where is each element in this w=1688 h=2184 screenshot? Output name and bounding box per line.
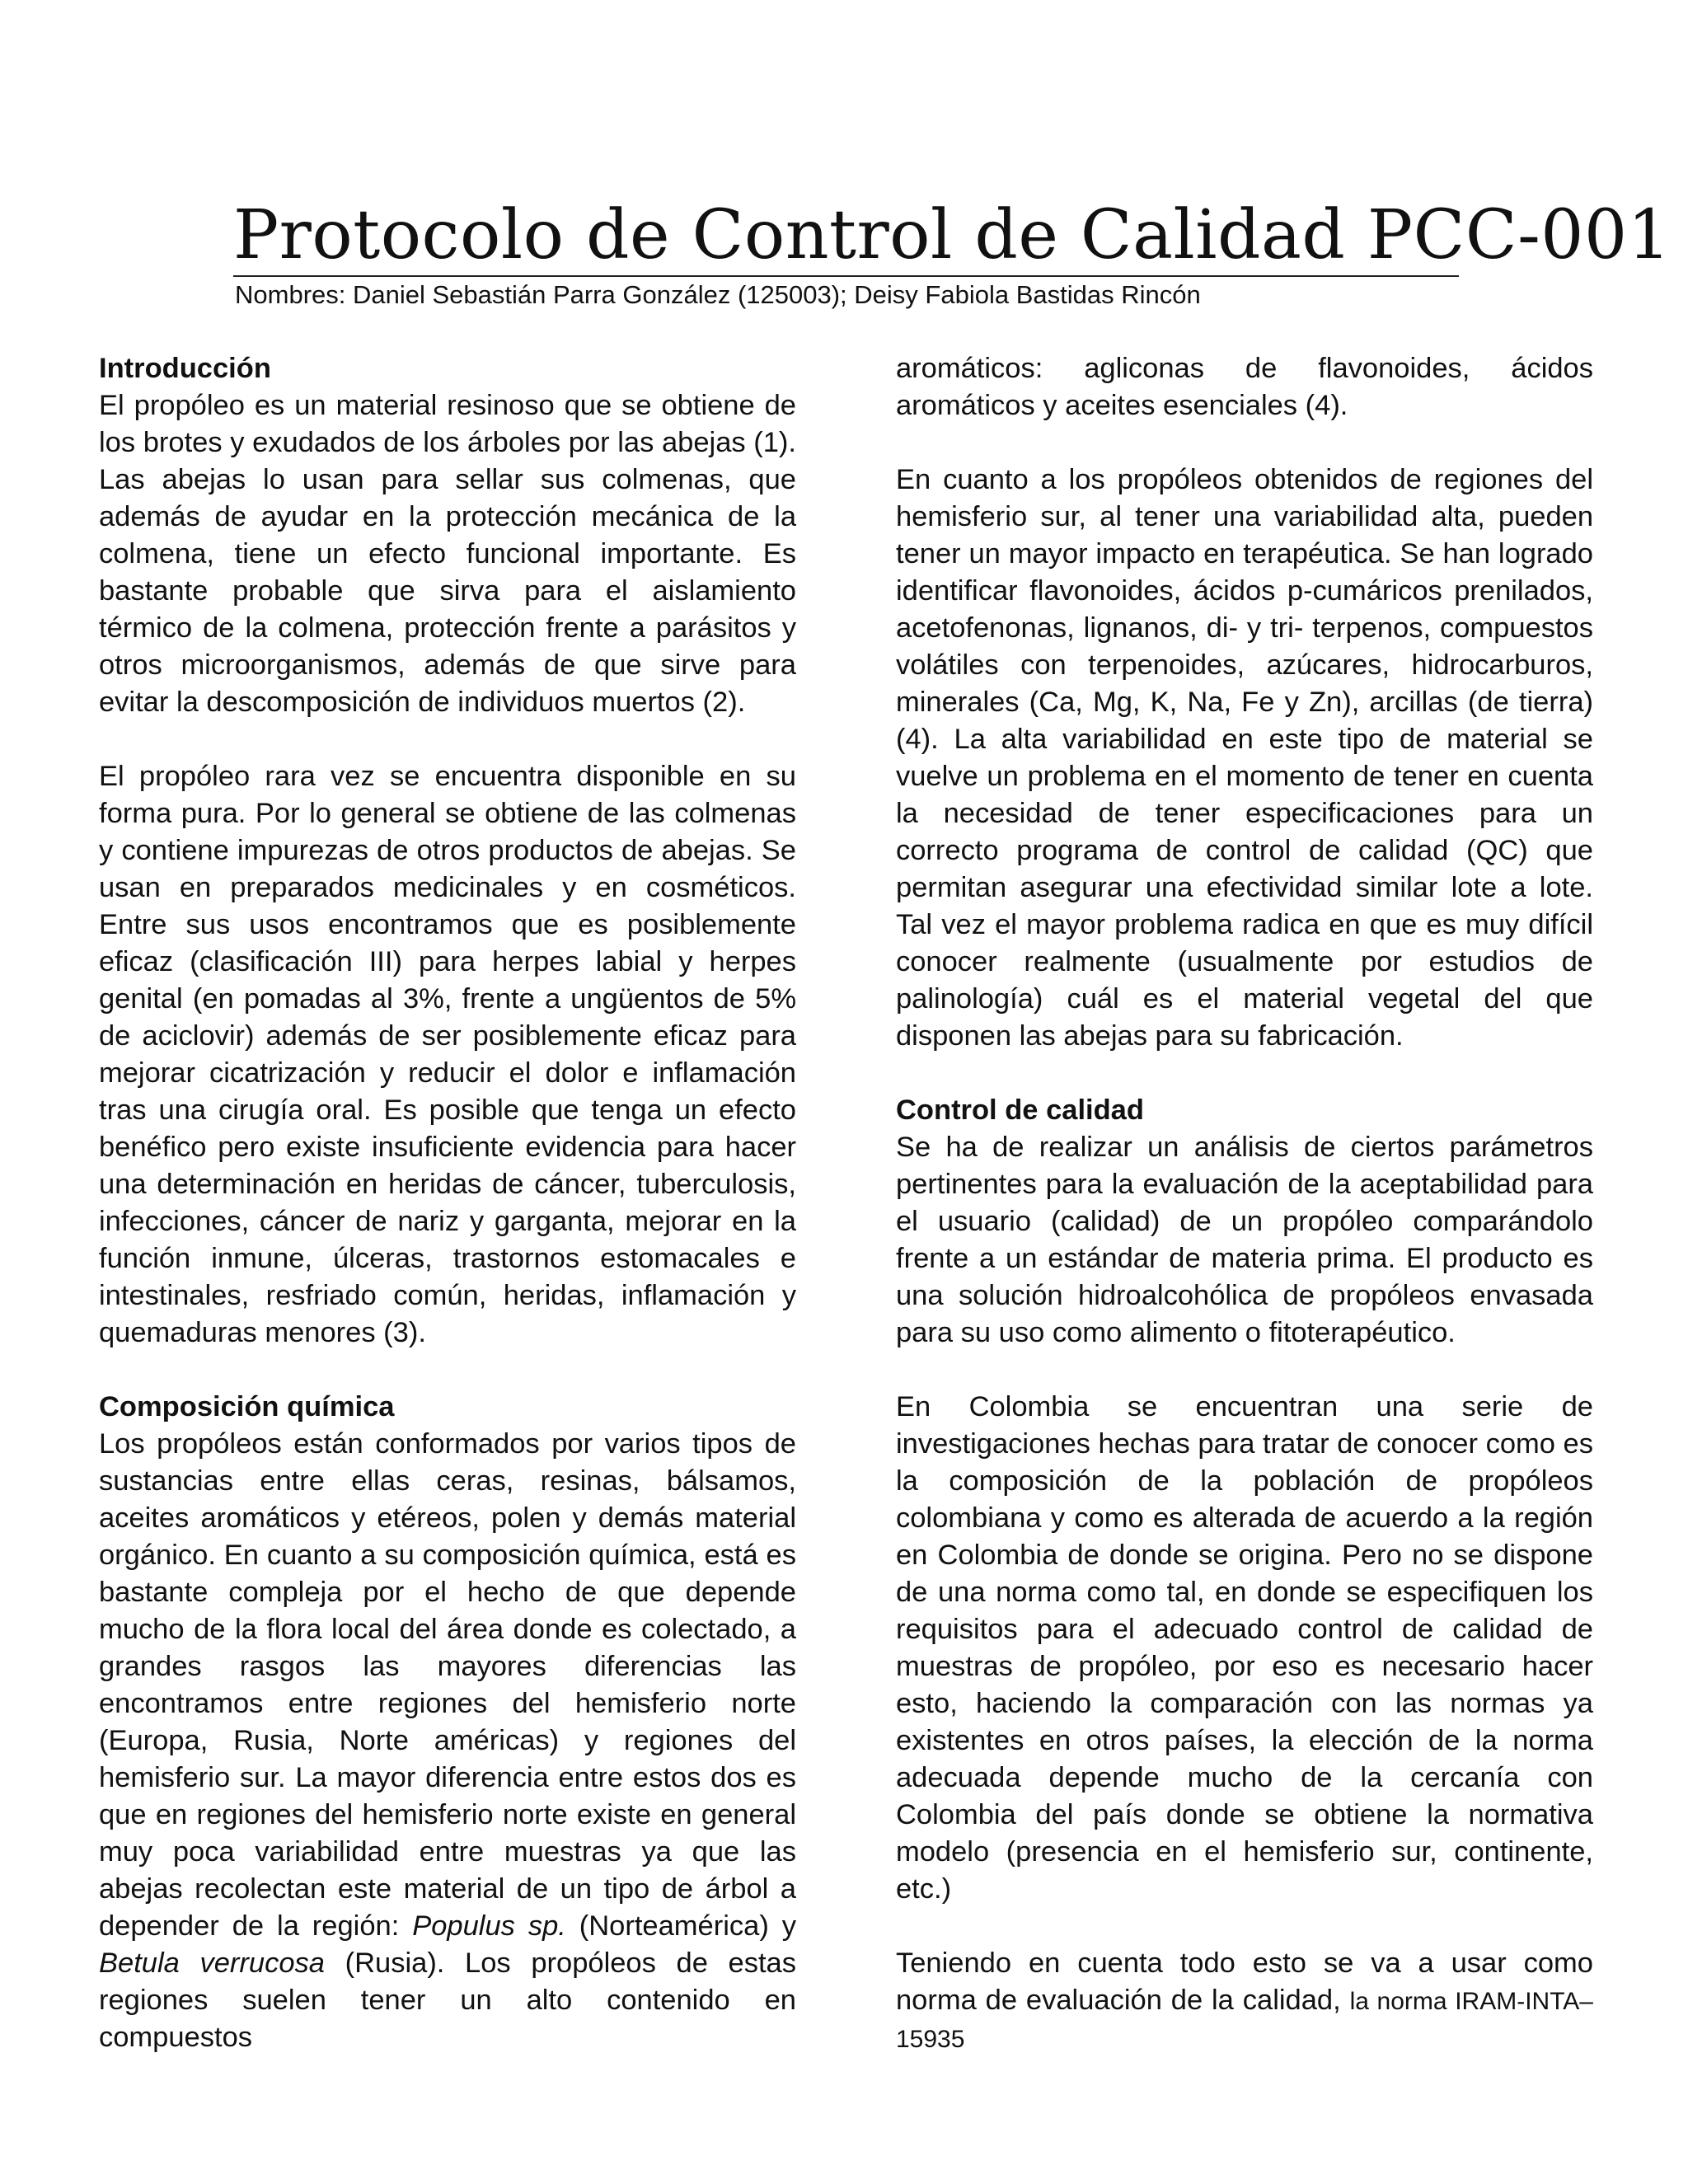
composition-paragraph-2: En cuanto a los propóleos obtenidos de regiones del hemisferio sur, al tener una variabilidad alta, pueden tener un mayor impacto en terapéutica. Se han logrado identificar flavonoides, ácidos p-cumáricos prenilados, acetofenonas, lignanos, di- y tri- terpenos, compuestos volátiles con terpenoides, azúcares, hidrocarburos, minerales (Ca, Mg, K, Na, Fe y Zn), arcillas (de tierra) (4). La alta variabilidad en este tipo de material se vuelve un problema en el momento de tener en cuenta la necesidad de tener especificaciones para un correcto programa de control de calidad (QC) que permitan asegurar una efectividad similar lote a lote. Tal vez el mayor problema radica en que es muy difícil conocer realmente (usualmente por estudios de palinología) cuál es el material vegetal del que disponen las abejas para su fabricación.	[896, 464, 1593, 1052]
composition-text-b: (Norteamérica) y	[565, 1910, 796, 1942]
norm-reference: la norma IRAM-INTA–15935	[896, 1988, 1593, 2053]
quality-paragraph-1: Se ha de realizar un análisis de ciertos parámetros pertinentes para la evaluación de la aceptabilidad para el usuario (calidad) de un propóleo comparándolo frente a un estándar de materia prima. El producto es una solución hidroalcohólica de propóleos envasada para su uso como alimento o fitoterapéutico.	[896, 1132, 1593, 1348]
intro-paragraph-1: El propóleo es un material resinoso que se obtiene de los brotes y exudados de los árboles por las abejas (1). Las abejas lo usan para sellar sus colmenas, que además de ayudar en la protección mecánica de la colmena, tiene un efecto funcional importante. Es bastante probable que sirva para el aislamiento térmico de la colmena, protección frente a parásitos y otros microorganismos, además de que sirve para evitar la descomposición de individuos muertos (2).	[99, 390, 796, 718]
section-heading-composicion: Composición química	[99, 1391, 395, 1422]
section-heading-control-calidad: Control de calidad	[896, 1094, 1144, 1126]
left-column	[99, 350, 796, 2056]
intro-paragraph-2: El propóleo rara vez se encuentra disponible en su forma pura. Por lo general se obtiene de las colmenas y contiene impurezas de otros productos de abejas. Se usan en preparados medicinales y en cosméticos. Entre sus usos encontramos que es posiblemente eficaz (clasificación III) para herpes labial y herpes genital (en pomadas al 3%, frente a ungüentos de 5% de aciclovir) además de ser posiblemente eficaz para mejorar cicatrización y reducir el dolor e inflamación tras una cirugía oral. Es posible que tenga un efecto benéfico pero existe insuficiente evidencia para hacer una determinación en heridas de cáncer, tuberculosis, infecciones, cáncer de nariz y garganta, mejorar en la función inmune, úlceras, trastornos estomacales e intestinales, resfriado común, heridas, inflamación y quemaduras menores (3).	[99, 761, 796, 1348]
species-populus: Populus sp.	[412, 1910, 566, 1942]
composition-text-c: (Rusia). Los propóleos de estas regiones suelen tener un alto contenido en compuestos	[99, 1947, 796, 2053]
title-underline	[233, 275, 1459, 277]
species-betula: Betula verrucosa	[99, 1947, 325, 1979]
composition-continuation: aromáticos: agliconas de flavonoides, ácidos aromáticos y aceites esenciales (4).	[896, 353, 1593, 421]
authors-line: Nombres: Daniel Sebastián Parra González (125003); Deisy Fabiola Bastidas Rincón	[235, 280, 1201, 309]
page-title: Protocolo de Control de Calidad PCC-001	[233, 196, 1672, 274]
section-heading-introduccion: Introducción	[99, 353, 271, 384]
quality-paragraph-2: En Colombia se encuentran una serie de investigaciones hechas para tratar de conocer como es la composición de la población de propóleos colombiana y como es alterada de acuerdo a la región en Colombia de donde se origina. Pero no se dispone de una norma como tal, en donde se especifiquen los requisitos para el adecuado control de calidad de muestras de propóleo, por eso es necesario hacer esto, haciendo la comparación con las normas ya existentes en otros países, la elección de la norma adecuada depende mucho de la cercanía con Colombia del país donde se obtiene la normativa modelo (presencia en el hemisferio sur, continente, etc.)	[896, 1391, 1593, 1905]
right-column	[896, 350, 1593, 2058]
composition-paragraph-1	[99, 1426, 796, 2056]
quality-text-a: Teniendo en cuenta todo esto se va a usar como norma de evaluación de la calidad,	[896, 1947, 1593, 2016]
quality-paragraph-3	[896, 1945, 1593, 2058]
composition-text-a: Los propóleos están conformados por varios tipos de sustancias entre ellas ceras, resinas, bálsamos, aceites aromáticos y etéreos, polen y demás material orgánico. En cuanto a su composición química, está es bastante compleja por el hecho de que depende mucho de la flora local del área donde es colectado, a grandes rasgos las mayores diferencias las encontramos entre regiones del hemisferio norte (Europa, Rusia, Norte américas) y regiones del hemisferio sur. La mayor diferencia entre estos dos es que en regiones del hemisferio norte existe en general muy poca variabilidad entre muestras ya que las abejas recolectan este material de un tipo de árbol a depender de la región:	[99, 1428, 796, 1942]
